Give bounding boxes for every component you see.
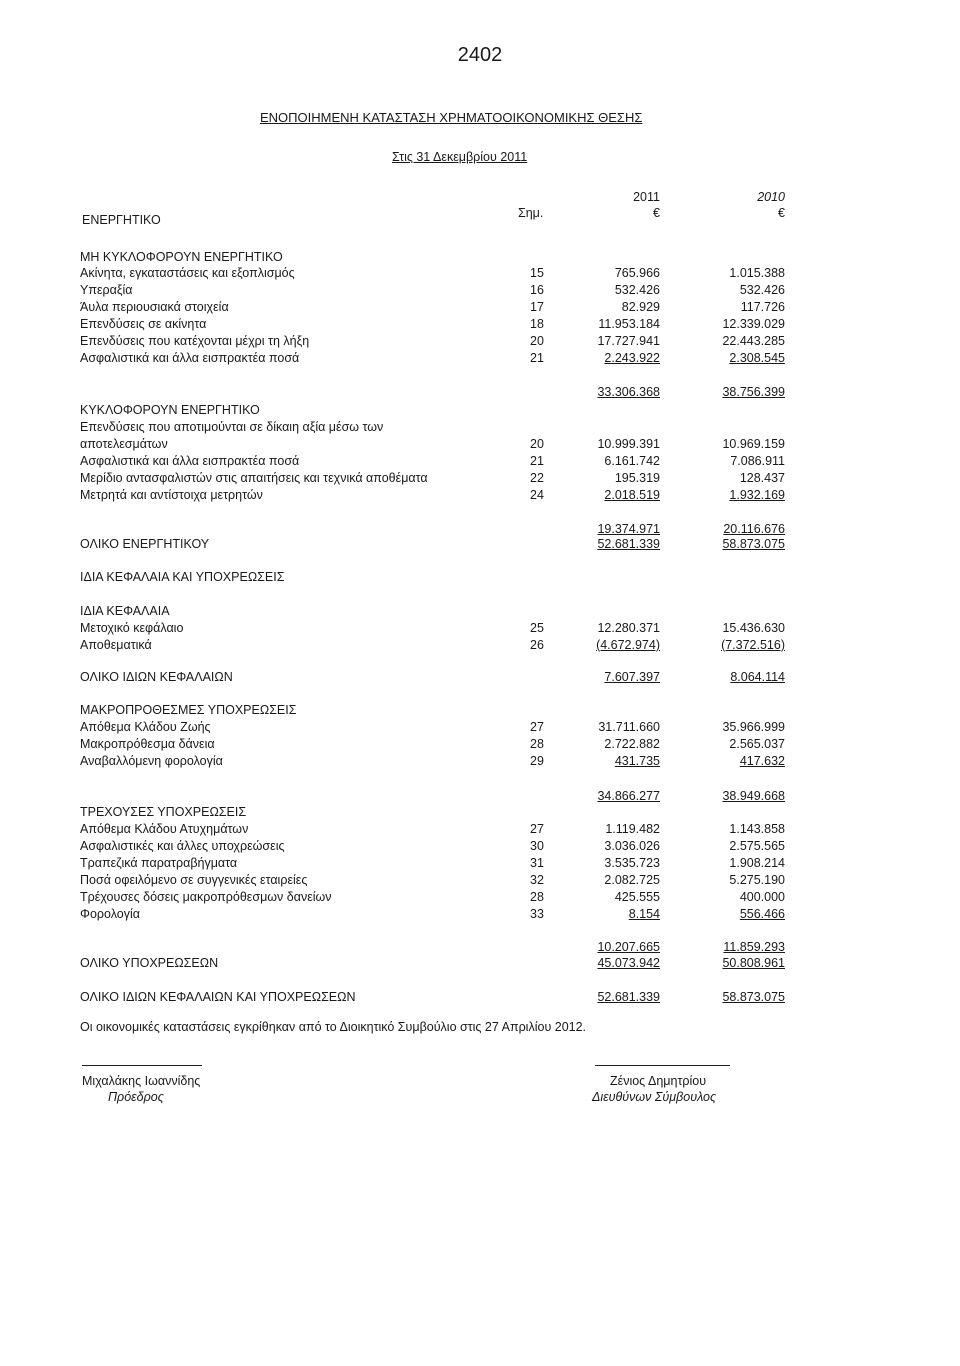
row-label: Τραπεζικά παρατραβήγματα <box>80 856 238 870</box>
total-equity-liabilities-label: ΟΛΙΚΟ ΙΔΙΩΝ ΚΕΦΑΛΑΙΩΝ ΚΑΙ ΥΠΟΧΡΕΩΣΕΩΝ <box>80 990 356 1004</box>
row-value-2011: 6.161.742 <box>604 454 660 468</box>
ceo-name: Ζένιος Δημητρίου <box>610 1074 707 1088</box>
row-label: Μετρητά και αντίστοιχα μετρητών <box>80 488 263 502</box>
row-label-continued: αποτελεσμάτων <box>80 437 168 451</box>
row-note: 27 <box>530 822 544 836</box>
row-label: Τρέχουσες δόσεις μακροπρόθεσμων δανείων <box>80 890 332 904</box>
row-label: Απόθεμα Κλάδου Ατυχημάτων <box>80 822 249 836</box>
row-label: Ασφαλιστικά και άλλα εισπρακτέα ποσά <box>80 351 300 365</box>
row-value-2010: 5.275.190 <box>729 873 785 887</box>
total-liabilities-2011: 45.073.942 <box>597 956 660 970</box>
row-value-2010: (7.372.516) <box>721 638 785 652</box>
current-assets-total-2010: 20.116.676 <box>723 522 785 536</box>
row-value-2010: 2.565.037 <box>729 737 785 751</box>
row-note: 20 <box>530 334 544 348</box>
row-note: 20 <box>530 437 544 451</box>
long-term-liabilities-heading: ΜΑΚΡΟΠΡΟΘΕΣΜΕΣ ΥΠΟΧΡΕΩΣΕΙΣ <box>80 703 297 717</box>
row-value-2010: 7.086.911 <box>730 454 785 468</box>
row-value-2010: 12.339.029 <box>722 317 785 331</box>
row-label: Αναβαλλόμενη φορολογία <box>80 754 223 768</box>
row-value-2011: 2.082.725 <box>604 873 660 887</box>
row-value-2011: 82.929 <box>621 300 660 314</box>
row-label: Μακροπρόθεσμα δάνεια <box>80 737 215 751</box>
total-equity-2011: 7.607.397 <box>604 670 660 684</box>
row-note: 28 <box>530 737 544 751</box>
row-value-2011: 10.999.391 <box>597 437 660 451</box>
row-note: 21 <box>530 351 544 365</box>
row-value-2010: 2.308.545 <box>729 351 785 365</box>
currency-2011-header: € <box>653 206 660 220</box>
row-note: 24 <box>530 488 544 502</box>
chairman-name: Μιχαλάκης Ιωαννίδης <box>82 1074 201 1088</box>
row-note: 32 <box>530 873 544 887</box>
current-liabilities-total-2010: 11.859.293 <box>723 940 785 954</box>
ceo-title: Διευθύνων Σύμβουλος <box>592 1090 717 1104</box>
signature-line-ceo <box>595 1065 730 1066</box>
current-liabilities-heading: ΤΡΕΧΟΥΣΕΣ ΥΠΟΧΡΕΩΣΕΙΣ <box>80 805 247 819</box>
statement-date: Στις 31 Δεκεμβρίου 2011 <box>392 150 528 164</box>
row-value-2010: 532.426 <box>739 283 785 297</box>
row-value-2010: 22.443.285 <box>722 334 785 348</box>
current-liabilities-total-2011: 10.207.665 <box>597 940 660 954</box>
row-value-2010: 1.908.214 <box>729 856 785 870</box>
row-note: 22 <box>530 471 544 485</box>
row-value-2011: 431.735 <box>614 754 660 768</box>
row-note: 26 <box>530 638 544 652</box>
row-value-2011: 11.953.184 <box>598 317 660 331</box>
row-value-2011: 1.119.482 <box>605 822 660 836</box>
row-value-2011: 17.727.941 <box>597 334 660 348</box>
row-value-2011: 532.426 <box>614 283 660 297</box>
total-assets-2010: 58.873.075 <box>722 537 785 551</box>
row-label: Επενδύσεις σε ακίνητα <box>80 317 207 331</box>
row-value-2010: 1.015.388 <box>729 266 785 280</box>
row-value-2010: 400.000 <box>739 890 785 904</box>
statement-title: ΕΝΟΠΟΙΗΜΕΝΗ ΚΑΤΑΣΤΑΣΗ ΧΡΗΜΑΤΟΟΙΚΟΝΟΜΙΚΗΣ ΘΕΣΗΣ <box>260 110 643 125</box>
row-note: 17 <box>530 300 544 314</box>
row-note: 15 <box>530 266 544 280</box>
total-assets-2011: 52.681.339 <box>597 537 660 551</box>
row-value-2011: 765.966 <box>614 266 660 280</box>
total-equity-label: ΟΛΙΚΟ ΙΔΙΩΝ ΚΕΦΑΛΑΙΩΝ <box>80 670 233 684</box>
year-2011-header: 2011 <box>633 190 660 204</box>
row-note: 27 <box>530 720 544 734</box>
current-assets-heading: ΚΥΚΛΟΦΟΡΟΥΝ ΕΝΕΡΓΗΤΙΚΟ <box>80 403 260 417</box>
row-note: 25 <box>530 621 544 635</box>
row-value-2010: 2.575.565 <box>729 839 785 853</box>
row-note: 29 <box>530 754 544 768</box>
total-equity-2010: 8.064.114 <box>730 670 785 684</box>
row-value-2011: 12.280.371 <box>597 621 660 635</box>
row-value-2011: 2.722.882 <box>604 737 660 751</box>
row-value-2010: 128.437 <box>739 471 785 485</box>
currency-2010-header: € <box>778 206 785 220</box>
row-label: Μερίδιο αντασφαλιστών στις απαιτήσεις και τεχνικά αποθέματα <box>80 471 428 485</box>
row-note: 28 <box>530 890 544 904</box>
row-value-2011: 31.711.660 <box>598 720 660 734</box>
row-label: Επενδύσεις που αποτιμούνται σε δίκαιη αξία μέσω των <box>80 420 384 434</box>
row-note: 31 <box>530 856 544 870</box>
row-value-2011: (4.672.974) <box>596 638 660 652</box>
row-value-2010: 15.436.630 <box>722 621 785 635</box>
total-liabilities-2010: 50.808.961 <box>722 956 785 970</box>
assets-heading: ΕΝΕΡΓΗΤΙΚΟ <box>82 213 161 227</box>
row-value-2011: 8.154 <box>628 907 660 921</box>
note-column-header: Σημ. <box>518 206 544 220</box>
row-value-2010: 10.969.159 <box>722 437 785 451</box>
total-equity-liabilities-2011: 52.681.339 <box>597 990 660 1004</box>
non-current-assets-total-2010: 38.756.399 <box>722 385 785 399</box>
row-label: Αποθεματικά <box>80 638 152 652</box>
row-value-2011: 2.018.519 <box>604 488 660 502</box>
row-value-2010: 35.966.999 <box>722 720 785 734</box>
row-label: Επενδύσεις που κατέχονται μέχρι τη λήξη <box>80 334 310 348</box>
total-assets-label: ΟΛΙΚΟ ΕΝΕΡΓΗΤΙΚΟΥ <box>80 537 210 551</box>
chairman-title: Πρόεδρος <box>108 1090 164 1104</box>
current-assets-total-2011: 19.374.971 <box>597 522 660 536</box>
long-term-total-2010: 38.949.668 <box>722 789 785 803</box>
row-value-2011: 3.535.723 <box>604 856 660 870</box>
row-note: 21 <box>530 454 544 468</box>
row-label: Υπεραξία <box>80 283 133 297</box>
row-value-2011: 195.319 <box>614 471 660 485</box>
equity-heading: ΙΔΙΑ ΚΕΦΑΛΑΙΑ <box>80 604 170 618</box>
row-label: Φορολογία <box>80 907 141 921</box>
row-value-2011: 2.243.922 <box>604 351 660 365</box>
year-2010-header: 2010 <box>757 190 785 204</box>
row-value-2010: 1.932.169 <box>729 488 785 502</box>
row-value-2010: 117.726 <box>740 300 785 314</box>
row-value-2010: 556.466 <box>739 907 785 921</box>
row-label: Ασφαλιστικές και άλλες υποχρεώσεις <box>80 839 285 853</box>
row-label: Μετοχικό κεφάλαιο <box>80 621 184 635</box>
row-label: Ασφαλιστικά και άλλα εισπρακτέα ποσά <box>80 454 300 468</box>
equity-liabilities-heading: ΙΔΙΑ ΚΕΦΑΛΑΙΑ ΚΑΙ ΥΠΟΧΡΕΩΣΕΙΣ <box>80 570 285 584</box>
row-label: Άυλα περιουσιακά στοιχεία <box>80 300 229 314</box>
row-value-2011: 425.555 <box>614 890 660 904</box>
non-current-assets-heading: ΜΗ ΚΥΚΛΟΦΟΡΟΥΝ ΕΝΕΡΓΗΤΙΚΟ <box>80 250 283 264</box>
non-current-assets-total-2011: 33.306.368 <box>597 385 660 399</box>
signature-line-chairman <box>82 1065 202 1066</box>
long-term-total-2011: 34.866.277 <box>597 789 660 803</box>
row-value-2010: 1.143.858 <box>729 822 785 836</box>
total-equity-liabilities-2010: 58.873.075 <box>722 990 785 1004</box>
row-label: Ακίνητα, εγκαταστάσεις και εξοπλισμός <box>80 266 295 280</box>
row-value-2011: 3.036.026 <box>604 839 660 853</box>
total-liabilities-label: ΟΛΙΚΟ ΥΠΟΧΡΕΩΣΕΩΝ <box>80 956 219 970</box>
row-label: Ποσά οφειλόμενο σε συγγενικές εταιρείες <box>80 873 308 887</box>
approval-note: Οι οικονομικές καταστάσεις εγκρίθηκαν από το Διοικητικό Συμβούλιο στις 27 Απριλίου 2012. <box>80 1020 587 1034</box>
row-label: Απόθεμα Κλάδου Ζωής <box>80 720 211 734</box>
row-note: 30 <box>530 839 544 853</box>
row-note: 16 <box>530 283 544 297</box>
row-note: 33 <box>530 907 544 921</box>
row-note: 18 <box>530 317 544 331</box>
row-value-2010: 417.632 <box>739 754 785 768</box>
page-number: 2402 <box>457 44 503 66</box>
